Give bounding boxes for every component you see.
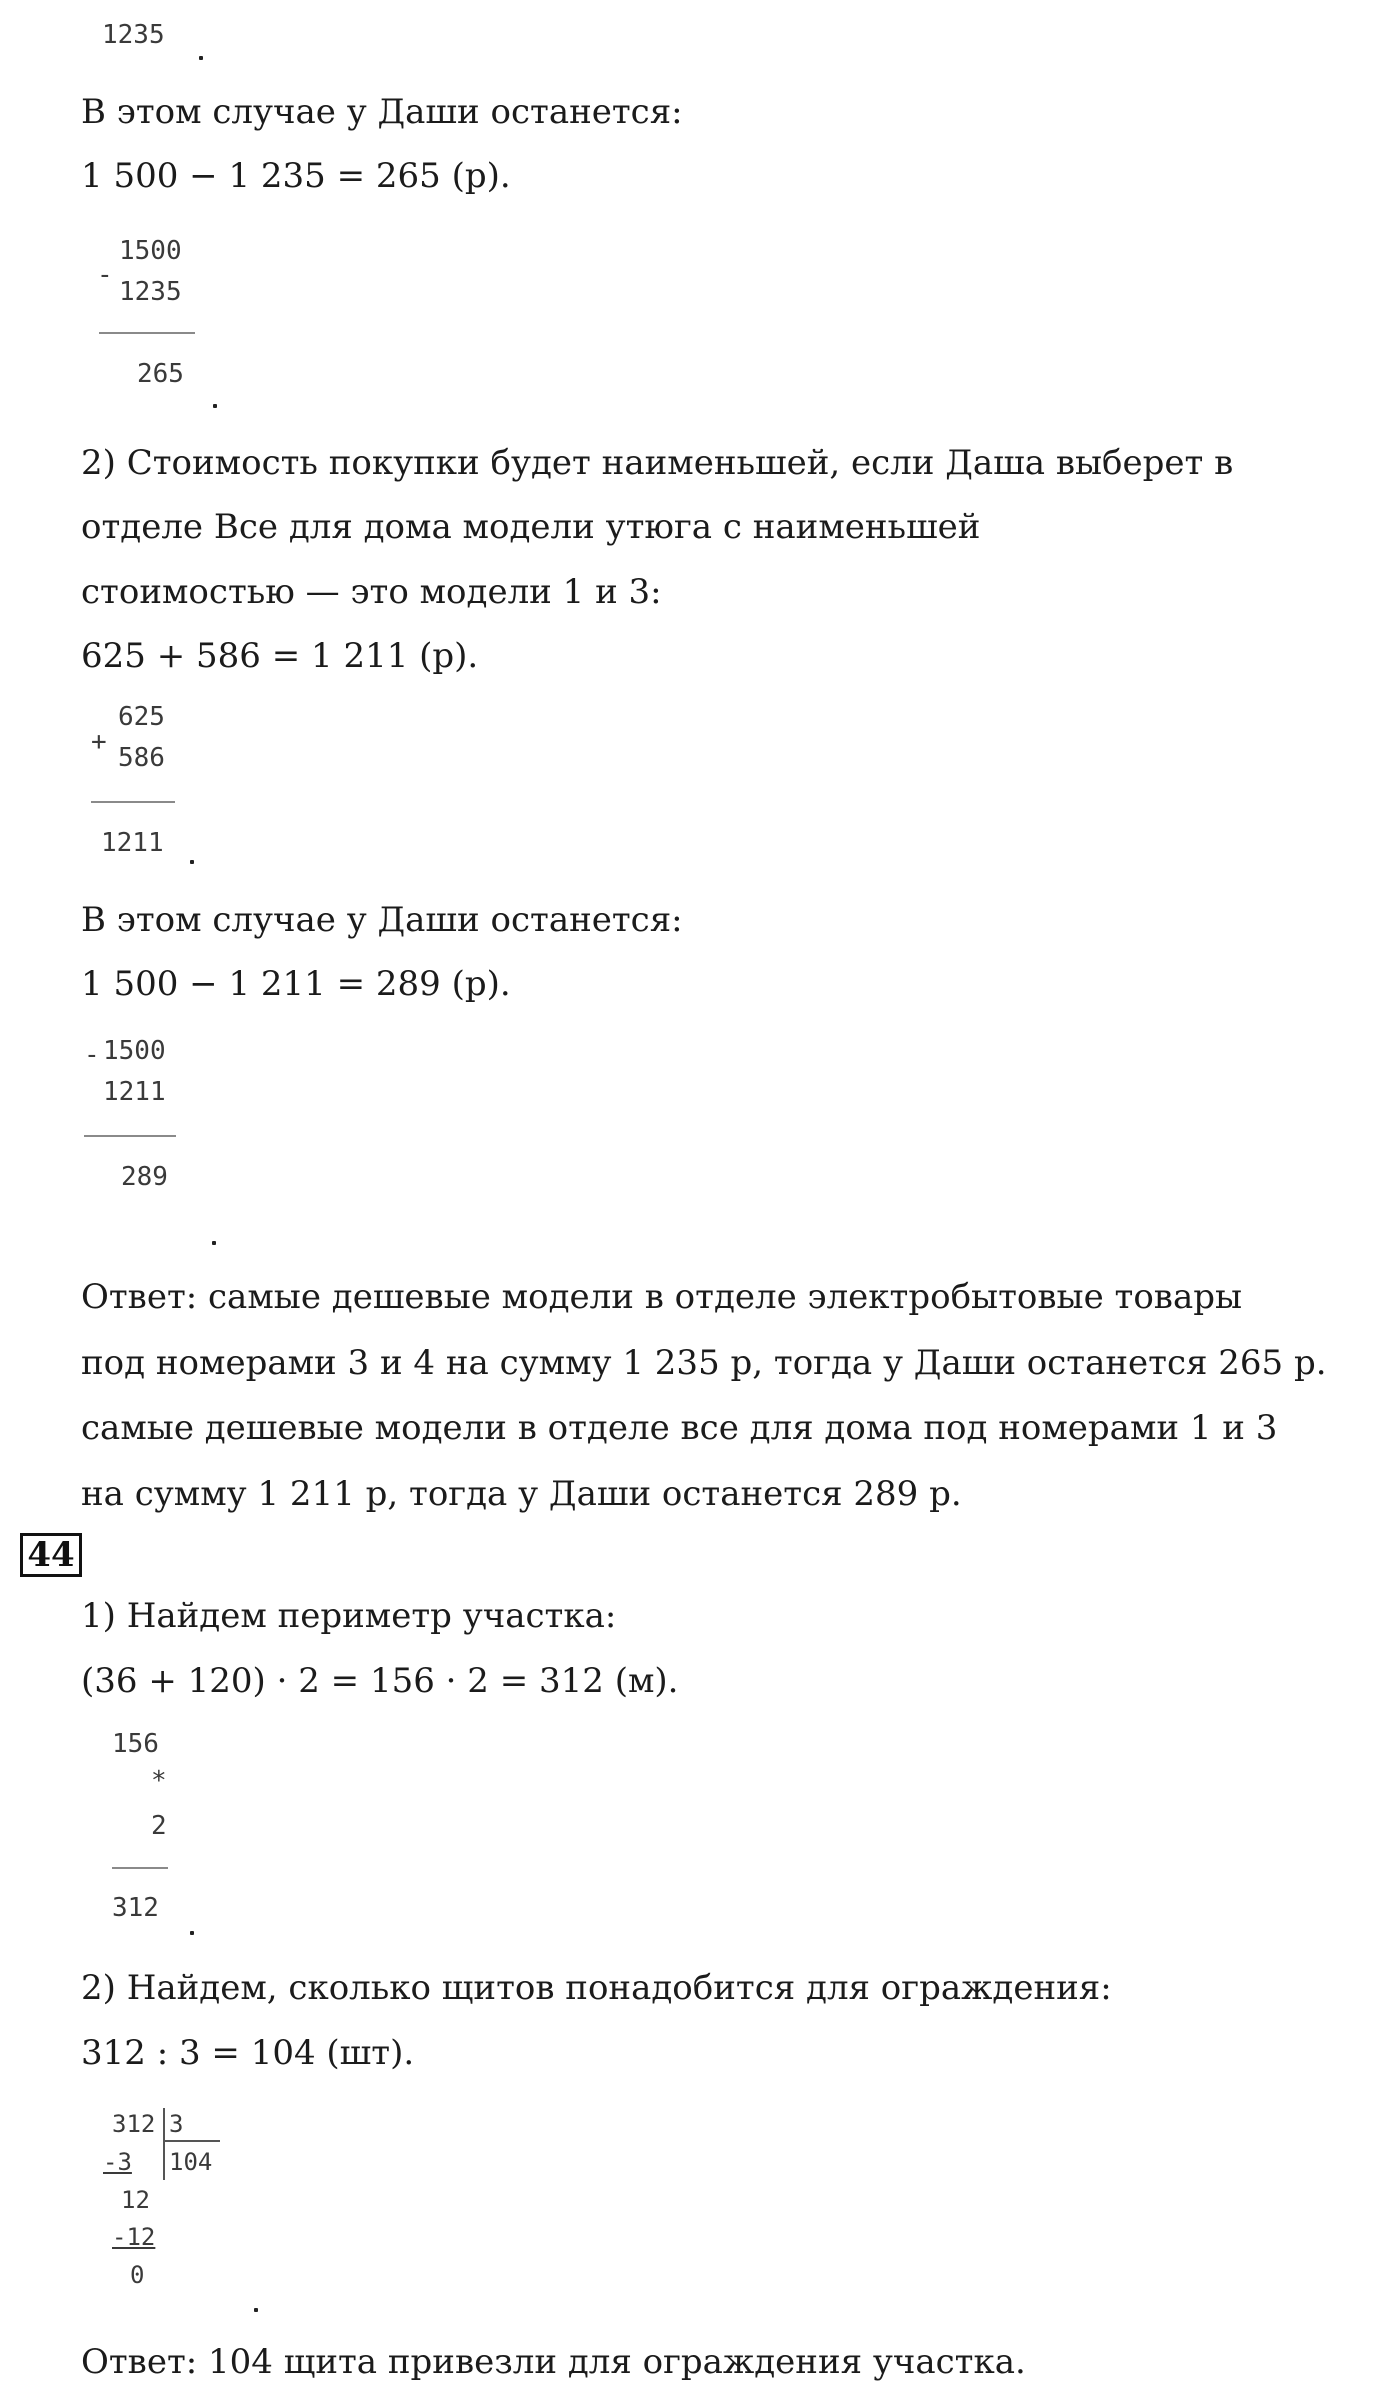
result-line [99,332,195,334]
divisor: 3 [169,2110,184,2138]
quotient: 104 [169,2148,213,2176]
multiplicand: 156 [112,1729,159,1759]
task-44-step-1: 1) Найдем периметр участка: [81,1596,617,1636]
product: 312 [112,1893,159,1923]
subtract-step-1: -3 [103,2148,132,2176]
calc-top-dot [199,56,203,60]
division-vertical-line [163,2108,165,2180]
minuend: 1500 [119,236,182,266]
addend-2: 586 [118,743,165,773]
result-line [91,801,175,803]
paragraph-remaining-1: В этом случае у Даши останется: [81,92,683,132]
difference: 265 [137,359,184,389]
answer-2: Ответ: 104 щита привезли для ограждения участка. [81,2342,1026,2382]
result-line [84,1135,176,1137]
result-line [112,1867,168,1869]
dividend: 312 [112,2110,156,2138]
answer-1-line-3: самые дешевые модели в отделе все для дома под номерами 1 и 3 [81,1408,1278,1448]
end-dot [254,2308,258,2312]
task-44-equation-1: (36 + 120) · 2 = 156 · 2 = 312 (м). [81,1661,679,1701]
sum: 1211 [101,828,164,858]
multiplier: 2 [151,1811,167,1841]
addend-1: 625 [118,702,165,732]
equation-3: 1 500 − 1 211 = 289 (р). [81,964,511,1004]
subtrahend: 1235 [119,277,182,307]
end-dot [190,1931,194,1935]
paragraph-2-line-2: отделе Все для дома модели утюга с наименьшей [81,507,981,547]
calc-top-result: 1235 [102,20,165,50]
minuend: 1500 [103,1036,166,1066]
subtraction-sign: - [84,1040,100,1070]
addition-sign: + [91,727,107,757]
difference: 289 [121,1162,168,1192]
equation-1: 1 500 − 1 235 = 265 (р). [81,156,511,196]
subtrahend: 1211 [103,1077,166,1107]
paragraph-remaining-2: В этом случае у Даши останется: [81,900,683,940]
answer-1-line-2: под номерами 3 и 4 на сумму 1 235 р, тогда у Даши останется 265 р. [81,1343,1327,1383]
task-number-badge: 44 [20,1533,82,1577]
task-44-step-2: 2) Найдем, сколько щитов понадобится для ограждения: [81,1968,1112,2008]
end-dot [212,1241,216,1245]
subtraction-sign: - [97,260,113,290]
remainder-1: 12 [121,2186,150,2214]
subtract-step-2: -12 [112,2223,156,2251]
remainder-2: 0 [130,2261,145,2289]
equation-2: 625 + 586 = 1 211 (р). [81,636,479,676]
quotient-line [165,2140,220,2142]
paragraph-2-line-3: стоимостью — это модели 1 и 3: [81,572,662,612]
paragraph-2-line-1: 2) Стоимость покупки будет наименьшей, если Даша выберет в [81,443,1234,483]
task-44-equation-2: 312 : 3 = 104 (шт). [81,2033,415,2073]
answer-1-line-4: на сумму 1 211 р, тогда у Даши останется 289 р. [81,1474,962,1514]
end-dot [190,860,194,864]
answer-1-line-1: Ответ: самые дешевые модели в отделе электробытовые товары [81,1277,1243,1317]
end-dot [213,404,217,408]
multiplication-sign: * [151,1766,167,1796]
